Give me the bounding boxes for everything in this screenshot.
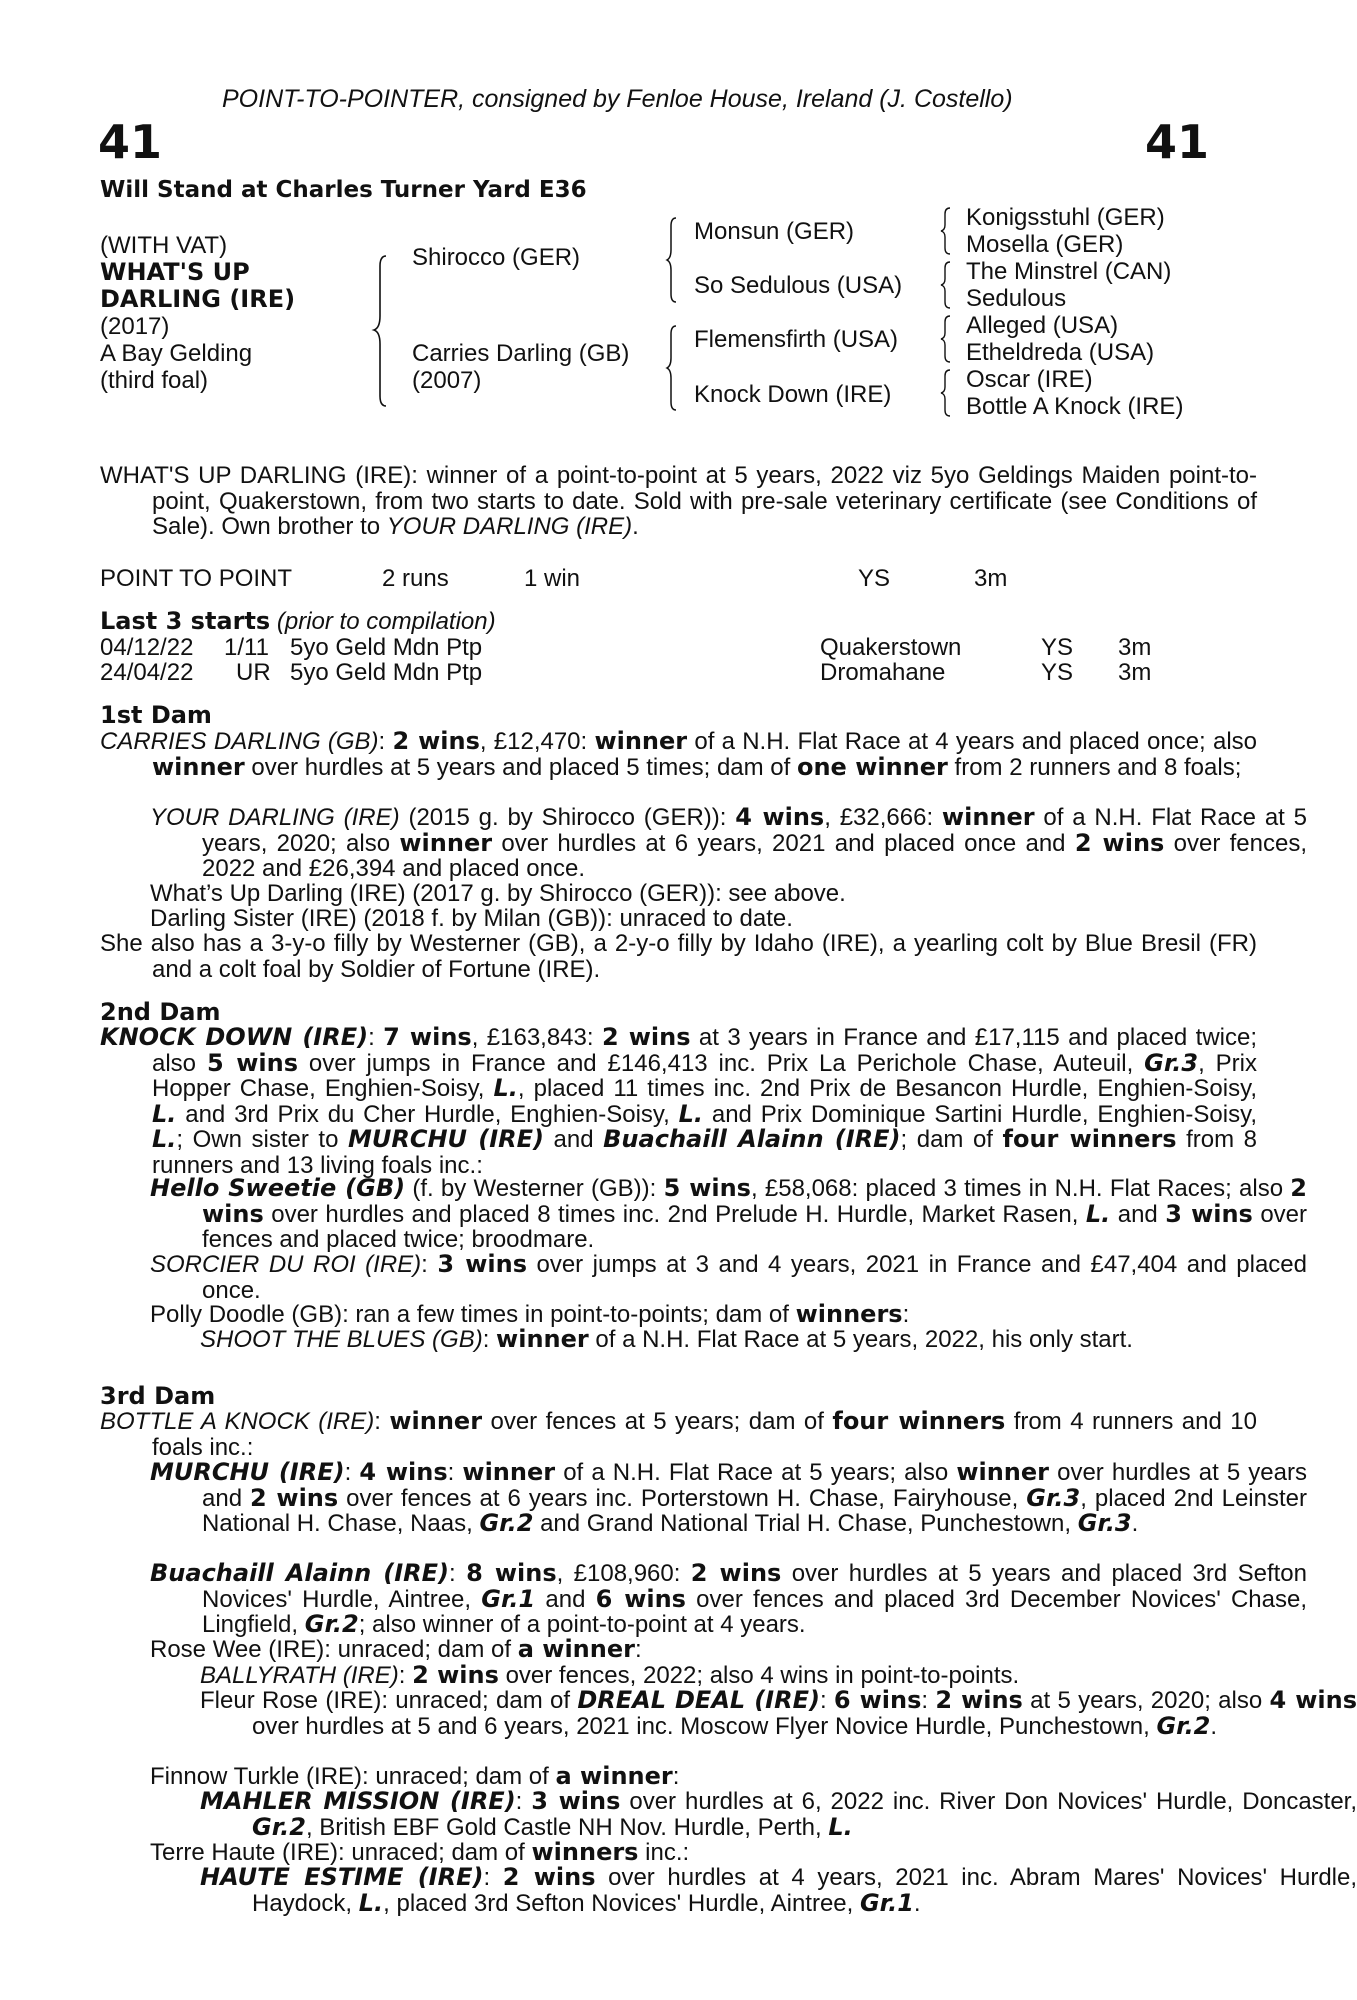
text-run: Gr.2 bbox=[304, 1610, 359, 1638]
text-run: : bbox=[921, 1687, 936, 1714]
text-run: 2 wins bbox=[502, 1863, 596, 1891]
granddam-1: Mosella (GER) bbox=[966, 231, 1124, 258]
text-run: : bbox=[447, 1459, 463, 1486]
text-run: winner bbox=[941, 803, 1035, 831]
record-runs: 2 runs bbox=[382, 565, 449, 592]
sire-sire: Monsun (GER) bbox=[694, 218, 855, 245]
text-run: from 8 runners and 13 living foals inc.: bbox=[152, 1126, 1258, 1179]
text-run: L. bbox=[152, 1099, 177, 1128]
text-run: , Prix Hopper Chase, Enghien-Soisy, bbox=[152, 1049, 1257, 1102]
third-dam-record bbox=[100, 1409, 1257, 1460]
text-run: CARRIES DARLING (GB) bbox=[100, 728, 379, 755]
text-run: . bbox=[1210, 1712, 1218, 1740]
text-run: : bbox=[449, 1560, 467, 1587]
text-run: at 3 years in France and £17,115 and placed twice; also bbox=[152, 1024, 1258, 1077]
text-run: 2 wins bbox=[250, 1483, 339, 1512]
text-run: over hurdles at 5 years and bbox=[202, 1459, 1307, 1512]
text-run: over fences and placed twice; broodmare. bbox=[202, 1200, 1308, 1253]
sire: Shirocco (GER) bbox=[412, 244, 581, 271]
grandsire-2: The Minstrel (CAN) bbox=[966, 258, 1172, 285]
text-run: of a N.H. Flat Race at 4 years and placed once; also bbox=[687, 728, 1257, 755]
granddam-4: Bottle A Knock (IRE) bbox=[966, 393, 1184, 420]
text-run: Hello Sweetie (GB) bbox=[150, 1174, 406, 1202]
text-run: , £32,666: bbox=[824, 804, 942, 831]
text-run: and Grand National Trial H. Chase, Punchestown, bbox=[533, 1510, 1078, 1537]
text-run: Gr.3 bbox=[1026, 1483, 1081, 1512]
pedigree-bracket-3 bbox=[664, 322, 684, 412]
produce-sorcier-du-roi bbox=[100, 1252, 1307, 1303]
younger-produce-note: She also has a 3-y-o filly by Westerner (GB), a 2-y-o filly by Idaho (IRE), a yearling colt by Blue Bresil (FR) and a colt foal by Soldier of Fortune (IRE). bbox=[100, 930, 1257, 983]
text-run: winners bbox=[531, 1838, 639, 1866]
dam-year: (2007) bbox=[412, 367, 482, 394]
text-run: : bbox=[634, 1636, 642, 1663]
produce-buachaill-alainn bbox=[100, 1561, 1307, 1638]
start-distance: 3m bbox=[1118, 659, 1152, 686]
text-run: 3 wins bbox=[531, 1787, 621, 1815]
text-run: , £12,470: bbox=[479, 728, 595, 755]
text-run: Terre Haute (IRE): unraced; dam of bbox=[150, 1839, 532, 1866]
text-run: and bbox=[535, 1585, 596, 1613]
third-dam-heading: 3rd Dam bbox=[100, 1382, 216, 1410]
start-position: UR bbox=[236, 659, 271, 686]
produce-rose-wee bbox=[100, 1637, 1307, 1663]
text-run: of a N.H. Flat Race at 5 years, 2020; also bbox=[202, 804, 1308, 857]
text-run: 5 wins bbox=[206, 1048, 298, 1077]
text-run: winner bbox=[496, 1325, 589, 1353]
text-run: from 4 runners and 10 foals inc.: bbox=[152, 1408, 1257, 1461]
text-run: Buachaill Alainn (IRE) bbox=[150, 1559, 450, 1587]
text-run: , placed 11 times inc. 2nd Prix de Besancon Hurdle, Enghien-Soisy, bbox=[517, 1075, 1257, 1102]
text-run: four winners bbox=[832, 1407, 1006, 1435]
text-run: : bbox=[374, 1408, 390, 1435]
text-run: over fences, 2022 and £26,394 and placed once. bbox=[202, 829, 1307, 882]
text-run: BALLYRATH (IRE) bbox=[200, 1662, 399, 1689]
grandproduce-fleur-rose bbox=[100, 1688, 1357, 1739]
start-going: YS bbox=[1041, 634, 1074, 661]
produce-terre-haute bbox=[100, 1840, 1307, 1866]
start-date: 04/12/22 bbox=[100, 634, 194, 661]
text-run: Buachaill Alainn (IRE) bbox=[603, 1125, 901, 1153]
dam: Carries Darling (GB) bbox=[412, 340, 630, 367]
text-run: over hurdles at 5 years and placed 5 times; dam of bbox=[244, 753, 797, 781]
summary-end: . bbox=[632, 513, 639, 540]
text-run: Gr.1 bbox=[481, 1584, 536, 1613]
horse-block bbox=[100, 232, 295, 394]
text-run: 2 wins bbox=[412, 1661, 499, 1689]
text-run: over fences at 5 years; dam of bbox=[482, 1408, 833, 1435]
text-run: 4 wins bbox=[359, 1458, 448, 1486]
horse-name-line1: WHAT'S UP bbox=[100, 258, 250, 286]
second-dam-record bbox=[100, 1025, 1257, 1178]
text-run: 2 wins bbox=[935, 1686, 1023, 1714]
own-brother-name: YOUR DARLING (IRE) bbox=[386, 513, 633, 540]
text-run: Gr.3 bbox=[1144, 1048, 1199, 1077]
grandsire-3: Alleged (USA) bbox=[966, 312, 1119, 339]
text-run: , placed 3rd Sefton Novices' Hurdle, Aintree, bbox=[383, 1889, 860, 1917]
produce-hello-sweetie bbox=[100, 1176, 1307, 1253]
text-run: ; dam of bbox=[900, 1126, 1003, 1153]
text-run: YOUR DARLING (IRE) bbox=[150, 804, 400, 831]
text-run: 4 wins bbox=[735, 803, 825, 831]
text-run: 8 wins bbox=[466, 1559, 557, 1587]
last-starts-heading bbox=[100, 609, 496, 635]
text-run: MAHLER MISSION (IRE) bbox=[200, 1787, 516, 1815]
text-run: Gr.2 bbox=[252, 1812, 306, 1841]
start-course: Quakerstown bbox=[820, 634, 962, 661]
produce-murchu bbox=[100, 1460, 1307, 1537]
text-run: 6 wins bbox=[595, 1584, 686, 1613]
produce-your-darling bbox=[100, 805, 1307, 882]
text-run: one winner bbox=[796, 752, 948, 781]
text-run: from 2 runners and 8 foals; bbox=[947, 753, 1242, 781]
text-run: 2 wins bbox=[202, 1174, 1307, 1228]
text-run: : bbox=[482, 1326, 497, 1353]
text-run: 2 wins bbox=[1074, 828, 1165, 857]
text-run: and bbox=[1110, 1200, 1166, 1228]
text-run: : bbox=[368, 1024, 384, 1051]
text-run: L. bbox=[358, 1888, 384, 1917]
text-run: and 3rd Prix du Cher Hurdle, Enghien-Soisy, bbox=[176, 1100, 679, 1128]
granddam-3: Etheldreda (USA) bbox=[966, 339, 1155, 366]
text-run: over fences and placed 3rd December Novices' Chase, Lingfield, bbox=[202, 1585, 1307, 1638]
pedigree-bracket-4 bbox=[938, 205, 958, 257]
text-run: : bbox=[344, 1459, 360, 1486]
pedigree-bracket-5 bbox=[938, 259, 958, 311]
pedigree-bracket-2 bbox=[664, 214, 684, 304]
text-run: SORCIER DU ROI (IRE) bbox=[150, 1251, 422, 1278]
text-run: 4 wins bbox=[1269, 1686, 1357, 1714]
text-run: Gr.1 bbox=[859, 1888, 914, 1917]
start-distance: 3m bbox=[1118, 634, 1152, 661]
pedigree-bracket-7 bbox=[938, 367, 958, 419]
text-run: over fences at 6 years inc. Porterstown H. Chase, Fairyhouse, bbox=[338, 1484, 1027, 1512]
foaling-year: (2017) bbox=[100, 313, 170, 340]
grandproduce-shoot-the-blues bbox=[100, 1327, 1357, 1353]
text-run: 2 wins bbox=[601, 1023, 691, 1051]
start-going: YS bbox=[1041, 659, 1074, 686]
text-run: winner bbox=[956, 1458, 1049, 1486]
text-run: L. bbox=[678, 1099, 704, 1128]
lot-number-left: 41 bbox=[98, 115, 163, 169]
horse-description: A Bay Gelding bbox=[100, 340, 253, 367]
text-run: : bbox=[378, 728, 393, 755]
text-run: , £58,068: placed 3 times in N.H. Flat Races; also bbox=[750, 1175, 1291, 1202]
text-run: 7 wins bbox=[383, 1023, 472, 1051]
summary-text: WHAT'S UP DARLING (IRE): winner of a point-to-point at 5 years, 2022 viz 5yo Geldings Maiden point-to-point, Quakerstown, from two starts to date. Sold with pre-sale veterinary certificate (see Conditions of Sale). Own brother to bbox=[100, 462, 1257, 540]
second-dam-heading: 2nd Dam bbox=[100, 998, 221, 1026]
sire-dam: So Sedulous (USA) bbox=[694, 272, 903, 299]
dam-sire: Flemensfirth (USA) bbox=[694, 326, 899, 353]
text-run: and bbox=[544, 1126, 604, 1153]
text-run: Finnow Turkle (IRE): unraced; dam of bbox=[150, 1763, 556, 1790]
grandsire-1: Konigsstuhl (GER) bbox=[966, 204, 1165, 231]
start-course: Dromahane bbox=[820, 659, 946, 686]
consignor-line: POINT-TO-POINTER, consigned by Fenloe House, Ireland (J. Costello) bbox=[222, 85, 1013, 113]
text-run: L. bbox=[828, 1812, 853, 1841]
text-run: over hurdles at 6 years, 2021 and placed once and bbox=[492, 829, 1075, 857]
text-run: MURCHU (IRE) bbox=[347, 1125, 544, 1153]
text-run: Gr.2 bbox=[479, 1509, 534, 1537]
text-run: L. bbox=[152, 1125, 177, 1153]
text-run: winner bbox=[389, 1407, 483, 1435]
text-run: over hurdles at 6, 2022 inc. River Don Novices' Hurdle, Doncaster, bbox=[620, 1788, 1357, 1815]
text-run: Rose Wee (IRE): unraced; dam of bbox=[150, 1636, 518, 1663]
text-run: . bbox=[913, 1889, 921, 1917]
text-run: BOTTLE A KNOCK (IRE) bbox=[100, 1408, 375, 1435]
text-run: 6 wins bbox=[833, 1686, 922, 1714]
text-run: L. bbox=[493, 1074, 518, 1102]
last-starts-note: (prior to compilation) bbox=[276, 608, 496, 635]
text-run: Polly Doodle (GB): ran a few times in point-to-points; dam of bbox=[150, 1301, 796, 1328]
dam-dam: Knock Down (IRE) bbox=[694, 381, 892, 408]
text-run: : bbox=[515, 1788, 532, 1815]
last-starts-title: Last 3 starts bbox=[100, 607, 271, 635]
start-race: 5yo Geld Mdn Ptp bbox=[290, 659, 483, 686]
text-run: inc.: bbox=[638, 1839, 690, 1866]
text-run: ; also winner of a point-to-point at 4 years. bbox=[358, 1611, 806, 1638]
start-position: 1/11 bbox=[224, 634, 269, 661]
text-run: Gr.2 bbox=[1156, 1711, 1211, 1740]
grandproduce-haute-estime bbox=[100, 1865, 1357, 1916]
text-run: : bbox=[902, 1301, 910, 1328]
text-run: L. bbox=[1085, 1199, 1111, 1228]
text-run: MURCHU (IRE) bbox=[150, 1458, 345, 1486]
summary-paragraph bbox=[100, 463, 1257, 540]
text-run: of a N.H. Flat Race at 5 years; also bbox=[555, 1459, 957, 1486]
first-dam-record bbox=[100, 729, 1257, 780]
text-run: , British EBF Gold Castle NH Nov. Hurdle, Perth, bbox=[305, 1813, 829, 1841]
text-run: four winners bbox=[1002, 1125, 1177, 1153]
text-run: over hurdles at 5 years and placed 3rd Sefton Novices' Hurdle, Aintree, bbox=[202, 1560, 1307, 1613]
first-dam-heading: 1st Dam bbox=[100, 701, 212, 729]
text-run: Gr.3 bbox=[1077, 1509, 1132, 1537]
text-run: HAUTE ESTIME (IRE) bbox=[200, 1863, 484, 1891]
text-run: over hurdles at 4 years, 2021 inc. Abram Mares' Novices' Hurdle, Haydock, bbox=[252, 1864, 1357, 1917]
text-run: at 5 years, 2020; also bbox=[1022, 1687, 1270, 1714]
text-run: 2 wins bbox=[392, 727, 480, 755]
vat-note: (WITH VAT) bbox=[100, 232, 228, 259]
text-run: over jumps at 3 and 4 years, 2021 in France and £47,404 and placed once. bbox=[202, 1251, 1308, 1304]
text-run: DREAL DEAL (IRE) bbox=[577, 1686, 820, 1714]
text-run: over fences, 2022; also 4 wins in point-to-points. bbox=[498, 1662, 1020, 1689]
text-run: : bbox=[819, 1687, 834, 1714]
text-run: : bbox=[421, 1251, 438, 1278]
pedigree-bracket-1 bbox=[370, 252, 400, 412]
start-race: 5yo Geld Mdn Ptp bbox=[290, 634, 483, 661]
text-run: winner bbox=[462, 1458, 556, 1486]
foal-note: (third foal) bbox=[100, 367, 209, 394]
text-run: (f. by Westerner (GB)): bbox=[405, 1175, 664, 1202]
text-run: winner bbox=[594, 727, 688, 755]
record-label: POINT TO POINT bbox=[100, 565, 293, 592]
start-date: 24/04/22 bbox=[100, 659, 194, 686]
record-wins: 1 win bbox=[524, 565, 581, 592]
grandproduce-ballyrath bbox=[100, 1663, 1357, 1689]
horse-name-line2: DARLING (IRE) bbox=[100, 285, 296, 313]
produce-darling-sister: Darling Sister (IRE) (2018 f. by Milan (GB)): unraced to date. bbox=[150, 905, 793, 932]
text-run: winners bbox=[795, 1300, 903, 1328]
pedigree-bracket-6 bbox=[938, 313, 958, 365]
text-run: : bbox=[483, 1864, 503, 1891]
text-run: 3 wins bbox=[437, 1250, 527, 1278]
text-run: (2015 g. by Shirocco (GER)): bbox=[399, 804, 736, 831]
lot-number-right: 41 bbox=[1145, 115, 1210, 169]
grandproduce-mahler-mission bbox=[100, 1789, 1357, 1840]
produce-whats-up-darling: What’s Up Darling (IRE) (2017 g. by Shirocco (GER)): see above. bbox=[150, 880, 846, 907]
text-run: : bbox=[672, 1763, 680, 1790]
text-run: 2 wins bbox=[690, 1559, 782, 1587]
produce-polly-doodle bbox=[100, 1302, 1307, 1328]
grandsire-4: Oscar (IRE) bbox=[966, 366, 1093, 393]
granddam-2: Sedulous bbox=[966, 285, 1067, 312]
text-run: winner bbox=[152, 752, 245, 781]
text-run: over hurdles and placed 8 times inc. 2nd Prelude H. Hurdle, Market Rasen, bbox=[263, 1200, 1086, 1228]
text-run: a winner bbox=[555, 1762, 673, 1790]
text-run: ; Own sister to bbox=[176, 1126, 348, 1153]
text-run: : bbox=[398, 1662, 413, 1689]
produce-finnow-turkle bbox=[100, 1764, 1307, 1790]
text-run: Fleur Rose (IRE): unraced; dam of bbox=[200, 1687, 578, 1714]
text-run: of a N.H. Flat Race at 5 years, 2022, his only start. bbox=[588, 1326, 1133, 1353]
text-run: , £108,960: bbox=[556, 1560, 691, 1587]
text-run: and Prix Dominique Sartini Hurdle, Enghien-Soisy, bbox=[703, 1100, 1257, 1128]
text-run: over jumps in France and £146,413 inc. Prix La Perichole Chase, Auteuil, bbox=[298, 1049, 1145, 1077]
text-run: 3 wins bbox=[1165, 1199, 1253, 1228]
text-run: SHOOT THE BLUES (GB) bbox=[200, 1326, 483, 1353]
text-run: . bbox=[1131, 1510, 1139, 1537]
text-run: a winner bbox=[517, 1635, 635, 1663]
record-going: YS bbox=[858, 565, 891, 592]
text-run: over hurdles at 5 and 6 years, 2021 inc. Moscow Flyer Novice Hurdle, Punchestown, bbox=[252, 1712, 1157, 1740]
text-run: KNOCK DOWN (IRE) bbox=[100, 1023, 369, 1051]
stand-location: Will Stand at Charles Turner Yard E36 bbox=[100, 177, 587, 203]
text-run: , placed 2nd Leinster National H. Chase, Naas, bbox=[202, 1484, 1307, 1537]
record-distance: 3m bbox=[974, 565, 1008, 592]
text-run: winner bbox=[399, 828, 493, 857]
text-run: 5 wins bbox=[663, 1174, 751, 1202]
text-run: , £163,843: bbox=[471, 1024, 602, 1051]
